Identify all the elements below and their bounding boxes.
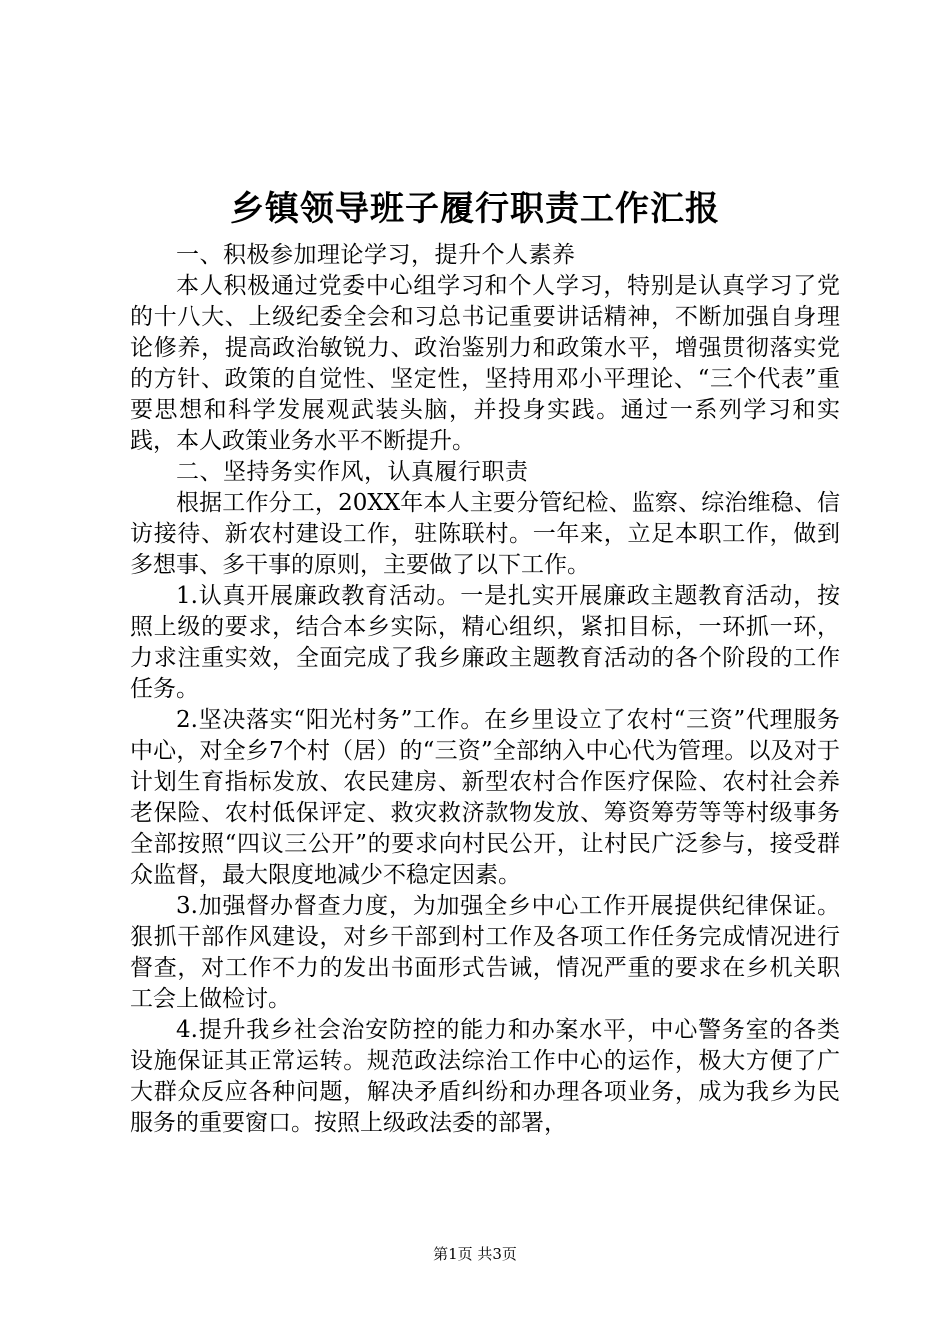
section-heading-1: 一、积极参加理论学习，提升个人素养 (176, 242, 576, 268)
page-number-footer: 第1页 共3页 (433, 1245, 517, 1263)
body-paragraph-item-1: 1.认真开展廉政教育活动。一是扎实开展廉政主题教育活动，按照上级的要求，结合本乡实际，精心组织，紧扣目标，一环抓一环，力求注重实效，全面完成了我乡廉政主题教育活动的各个阶段的工作任务。 (130, 583, 840, 702)
body-paragraph: 根据工作分工，20XX年本人主要分管纪检、监察、综治维稳、信访接待、新农村建设工作，驻陈联村。一年来，立足本职工作，做到多想事、多干事的原则，主要做了以下工作。 (130, 490, 840, 578)
document-body (130, 240, 840, 1139)
body-paragraph-item-2: 2.坚决落实“阳光村务”工作。在乡里设立了农村“三资”代理服务中心，对全乡7个村（居）的“三资”全部纳入中心代为管理。以及对于计划生育指标发放、农民建房、新型农村合作医疗保险、农村社会养老保险、农村低保评定、救灾救济款物发放、筹资筹劳等等村级事务全部按照“四议三公开”的要求向村民公开，让村民广泛参与，接受群众监督，最大限度地减少不稳定因素。 (130, 707, 840, 888)
section-heading-2: 二、坚持务实作风，认真履行职责 (176, 459, 529, 485)
body-paragraph-item-4: 4.提升我乡社会治安防控的能力和办案水平，中心警务室的各类设施保证其正常运转。规范政法综治工作中心的运作，极大方便了广大群众反应各种问题，解决矛盾纠纷和办理各项业务，成为我乡为民服务的重要窗口。按照上级政法委的部署， (130, 1017, 840, 1136)
body-paragraph: 本人积极通过党委中心组学习和个人学习，特别是认真学习了党的十八大、上级纪委全会和习总书记重要讲话精神，不断加强自身理论修养，提高政治敏锐力、政治鉴别力和政策水平，增强贯彻落实党的方针、政策的自觉性、坚定性，坚持用邓小平理论、“三个代表”重要思想和科学发展观武装头脑，并投身实践。通过一系列学习和实践，本人政策业务水平不断提升。 (130, 273, 840, 454)
body-paragraph-item-3: 3.加强督办督查力度，为加强全乡中心工作开展提供纪律保证。狠抓干部作风建设，对乡干部到村工作及各项工作任务完成情况进行督查，对工作不力的发出书面形式告诫，情况严重的要求在乡机关职工会上做检讨。 (130, 893, 840, 1012)
document-title: 乡镇领导班子履行职责工作汇报 (230, 189, 720, 229)
